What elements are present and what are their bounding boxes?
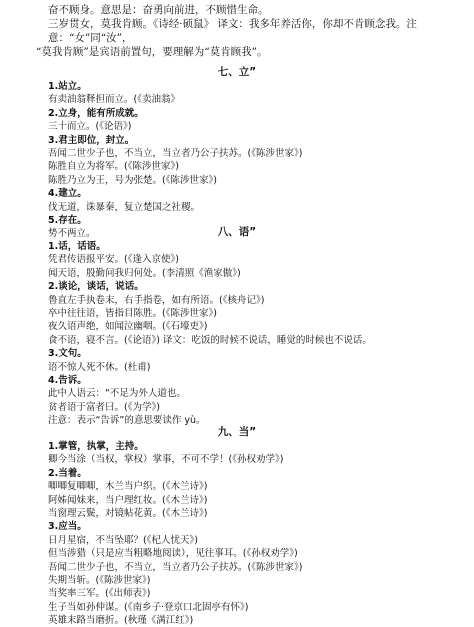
- example-sentence: 卿今当涂（当权，掌权）掌事，不可不学！(《孙权劝学》): [48, 454, 284, 466]
- example-sentence: 陈胜乃立为王，号为张楚。(《陈涉世家》): [48, 174, 217, 186]
- example-sentence: 伐无道，诛暴秦，复立楚国之社稷。: [48, 201, 201, 213]
- example-sentence: 注意：表示“告诉”的意思要读作 yù。: [48, 415, 206, 427]
- example-sentence: 陈胜自立为将军。(《陈涉世家》): [48, 161, 179, 173]
- example-sentence: 凭君传语报平安。(《逢入京使》): [48, 254, 179, 266]
- example-sentence: 势不两立。: [48, 228, 96, 240]
- example-sentence: 日月星宿，不当坠耶？(《杞人忧天》): [48, 534, 198, 546]
- section-title: 九、当”: [217, 426, 257, 438]
- intro-line: “莫我肯顾”是宾语前置句，要理解为“莫肯顾我”。: [36, 46, 268, 58]
- section-body: [48, 440, 468, 627]
- meaning-heading: 4.告诉。: [48, 374, 87, 386]
- intro-line: 奋不顾身。意思是：奋勇向前进，不顾惜生命。: [48, 4, 269, 16]
- meaning-heading: 5.存在。: [48, 214, 87, 226]
- intro-paragraph: [36, 3, 468, 59]
- section-title: 八、语”: [217, 226, 257, 238]
- example-sentence: 有卖油翁释担而立。(《卖油翁》: [48, 94, 180, 106]
- example-sentence: 三十而立。(《论语》): [48, 121, 132, 133]
- example-sentence: 闻天语，殷勤问我归何处。(李清照《渔家傲》): [48, 267, 241, 279]
- example-sentence: 贫者语于富者曰。(《为学》): [48, 401, 160, 413]
- example-sentence: 阿姊闻妹来，当户理红妆。(《木兰诗》): [48, 494, 208, 506]
- example-sentence: 吾闻二世少子也，不当立，当立者乃公子扶苏。(《陈涉世家》): [48, 147, 303, 159]
- example-sentence: 唧唧复唧唧，木兰当户织。(《木兰诗》): [48, 481, 208, 493]
- example-sentence: 失期当斩。(《陈涉世家》): [48, 574, 151, 586]
- example-sentence: 英雄末路当磨折。(秋瑾《满江红》): [48, 615, 194, 627]
- example-sentence: 此中人语云：“不足为外人道也。: [48, 388, 186, 400]
- meaning-heading: 3.君主即位，封立。: [48, 134, 135, 146]
- example-sentence: 生子当如孙仲谋。(《南乡子·登京口北固亭有怀》): [48, 601, 249, 613]
- meaning-heading: 3.应当。: [48, 521, 87, 533]
- meaning-heading: 2.立身，能有所成就。: [48, 107, 144, 119]
- example-sentence: 吾闻二世少子也，不当立，当立者乃公子扶苏。(《陈涉世家》): [48, 561, 303, 573]
- meaning-heading: 1.话，话语。: [48, 241, 106, 252]
- example-sentence: 但当涉猎（只是应当粗略地阅读），见往事耳。(《孙权劝学》): [48, 548, 298, 560]
- example-sentence: 当窗理云鬓，对镜帖花黄。(《木兰诗》): [48, 507, 208, 519]
- meaning-heading: 2.当着。: [48, 467, 87, 479]
- example-sentence: 鲁直左手执卷末，右手指卷，如有所语。(《核舟记》): [48, 294, 265, 306]
- example-sentence: 卒中往往语，皆指目陈胜。(《陈涉世家》): [48, 307, 217, 319]
- example-sentence: 当奖率三军。(《出师表》): [48, 588, 151, 600]
- example-sentence: 食不语，寝不言。(《论语》) 译文：吃饭的时候不说话，睡觉的时候也不说话。: [48, 334, 372, 346]
- intro-line: 三岁贯女，莫我肯顾。《诗经·硕鼠》 译文：我多年养活你，你却不肯顾念我。注意：“女”同“汝”，: [48, 18, 417, 44]
- section-body: [48, 240, 468, 427]
- example-sentence: 夜久语声绝，如闻泣幽咽。(《石壕吏》): [48, 321, 208, 333]
- meaning-heading: 1.掌管，执掌，主持。: [48, 441, 144, 452]
- meaning-heading: 4.建立。: [48, 188, 87, 200]
- meaning-heading: 2.谈论，谈话，说话。: [48, 281, 144, 293]
- meaning-heading: 3.文句。: [48, 348, 87, 360]
- example-sentence: 语不惊人死不休。(杜甫): [48, 361, 151, 373]
- section-body: [48, 80, 468, 241]
- section-title: 七、立”: [217, 66, 257, 78]
- meaning-heading: 1.站立。: [48, 81, 87, 92]
